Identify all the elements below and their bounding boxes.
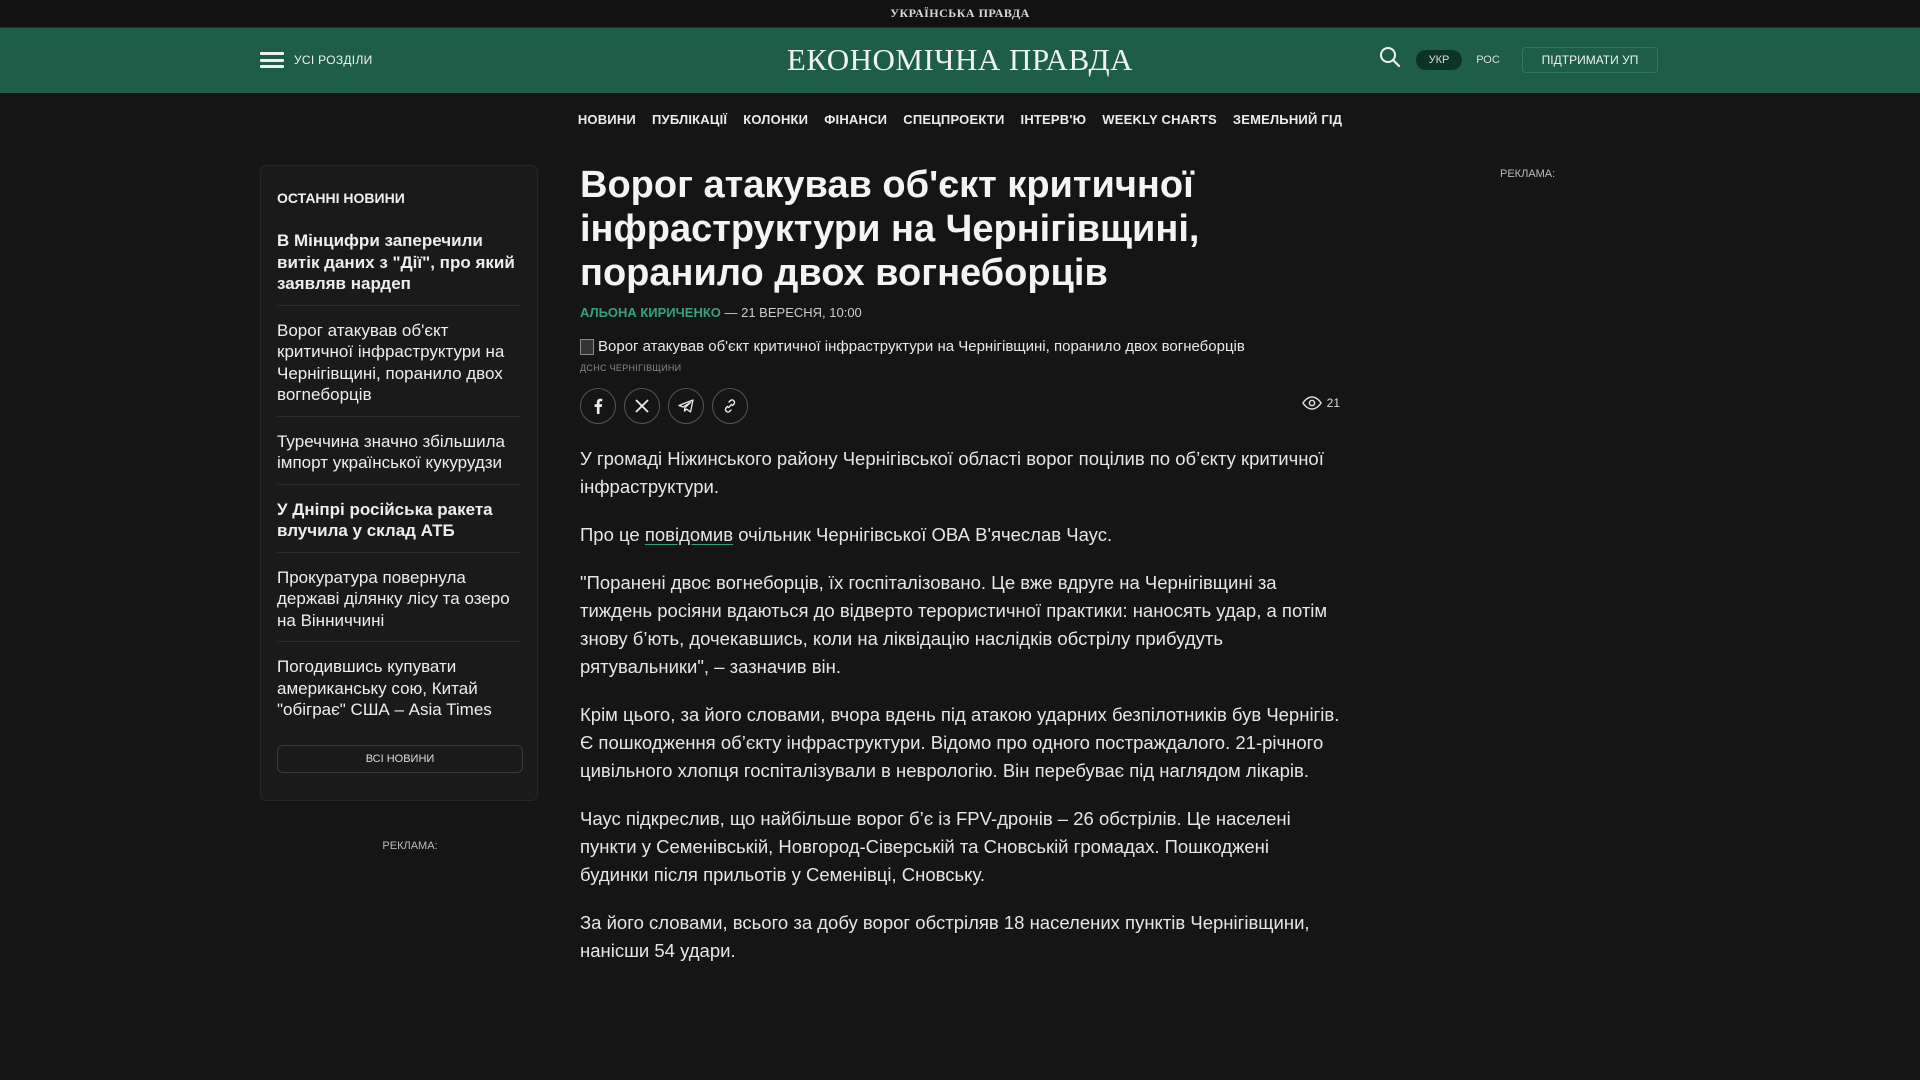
news-item[interactable]: У Дніпрі російська ракета влучила у склад АТБ (277, 485, 521, 553)
site-logo[interactable]: ЕКОНОМІЧНА ПРАВДА (786, 42, 1134, 77)
views-count: 21 (1326, 396, 1340, 410)
paragraph: Крім цього, за його словами, вчора вдень під атакою ударних безпілотників був Чернігів. Є пошкодження об’єкту інфраструктури. Відомо про одного постраждалого. 21-річного цивільного хлопця госпіталізували в неврологію. Він перебуває під наглядом лікарів. (580, 704, 1340, 781)
facebook-icon (591, 398, 605, 414)
nav-item-publications[interactable]: ПУБЛІКАЦІЇ (651, 111, 728, 127)
all-sections-label: УСІ РОЗДІЛИ (294, 53, 373, 67)
nav-item-land-guide[interactable]: ЗЕМЕЛЬНИЙ ГІД (1232, 111, 1343, 127)
eye-icon (1302, 396, 1322, 410)
news-item[interactable]: В Мінцифри заперечили витік даних з "Дії", про який заявляв нардеп (277, 216, 521, 306)
nav-item-weekly-charts[interactable]: WEEKLY CHARTS (1102, 111, 1217, 127)
latest-news-title: ОСТАННІ НОВИНИ (277, 190, 405, 206)
views-counter (1302, 396, 1340, 410)
x-share-button[interactable] (624, 388, 660, 424)
image-alt-text: Ворог атакував об'єкт критичної інфраструктури на Чернігівщині, поранило двох вогнеборців (598, 338, 1245, 355)
nav-item-special-projects[interactable]: СПЕЦПРОЕКТИ (903, 111, 1005, 127)
news-item[interactable]: Туреччина значно збільшила імпорт української кукурудзи (277, 417, 521, 485)
latest-news-sidebar (260, 165, 538, 801)
paragraph: Чаус підкреслив, що найбільше ворог б’є із FPV-дронів – 26 обстрілів. Це населені пункти у Семенівській, Новгород-Сіверській та Сновській громадах. Пошкоджені будинки після прильотів у Семенівці, Сновську. (580, 808, 1291, 885)
copy-link-button[interactable] (712, 388, 748, 424)
ad-label-right: РЕКЛАМА: (1500, 168, 1556, 180)
article-body (580, 445, 1340, 965)
facebook-share-button[interactable] (580, 388, 616, 424)
nav-item-columns[interactable]: КОЛОНКИ (743, 111, 809, 127)
topbar (0, 0, 1920, 28)
image-credit: ДСНС ЧЕРНІГІВЩИНИ (580, 363, 682, 373)
author-link[interactable]: АЛЬОНА КИРИЧЕНКО (580, 305, 721, 320)
broken-image-icon (580, 339, 594, 355)
news-item[interactable]: Погодившись купувати американську сою, Китай "обіграє" США – Asia Times (277, 657, 492, 719)
article (580, 163, 1340, 985)
paragraph: У громаді Ніжинського району Чернігівської області ворог поцілив по об’єкту критичної інфраструктури. (580, 448, 1324, 497)
nav-item-news[interactable]: НОВИНИ (577, 111, 636, 127)
telegram-icon (678, 399, 694, 413)
search-icon[interactable] (1378, 45, 1402, 74)
support-button[interactable]: ПІДТРИМАТИ УП (1522, 47, 1658, 73)
main-nav (0, 104, 1920, 134)
nav-item-interview[interactable]: ІНТЕРВ'Ю (1020, 111, 1087, 127)
paragraph: Про це повідомив очільник Чернігівської ОВА В'ячеслав Чаус. (580, 524, 1113, 545)
article-headline: Ворог атакував об'єкт критичної інфраструктури на Чернігівщині, поранило двох вогнеборців (580, 164, 1200, 294)
source-link[interactable]: повідомив (644, 524, 734, 545)
lang-ukr-button[interactable]: УКР (1416, 50, 1462, 70)
telegram-share-button[interactable] (668, 388, 704, 424)
lang-ros-button[interactable]: РОС (1476, 54, 1500, 66)
ad-label-left: РЕКЛАМА: (382, 840, 438, 852)
publish-date: — 21 ВЕРЕСНЯ, 10:00 (724, 305, 862, 320)
article-byline (580, 305, 1340, 320)
up-brand-link[interactable]: УКРАЇНСЬКА ПРАВДА (890, 6, 1030, 20)
all-news-button[interactable]: ВСІ НОВИНИ (277, 745, 523, 773)
article-image (580, 338, 1340, 355)
paragraph: За його словами, всього за добу ворог обстріляв 18 населених пунктів Чернігівщини, нанісши 54 удари. (580, 912, 1310, 961)
paragraph: "Поранені двоє вогнеборців, їх госпіталізовано. Це вже вдруге на Чернігівщині за тиждень росіяни вдаються до відверто терористичної практики: наносять удар, а потім знову б’ють, дочекавшись, коли на ліквідацію наслідків обстрілу прибудуть рятувальники", – зазначив він. (580, 572, 1328, 677)
site-header (0, 28, 1920, 93)
link-icon (722, 398, 738, 414)
nav-item-finance[interactable]: ФІНАНСИ (824, 111, 888, 127)
share-bar (580, 387, 1340, 425)
news-item[interactable]: Прокуратура повернула державі ділянку лісу та озеро на Вінниччині (277, 553, 521, 643)
news-item[interactable]: Ворог атакував об'єкт критичної інфраструктури на Чернігівщині, поранило двох вогneборців (277, 306, 521, 417)
x-icon (635, 399, 649, 413)
